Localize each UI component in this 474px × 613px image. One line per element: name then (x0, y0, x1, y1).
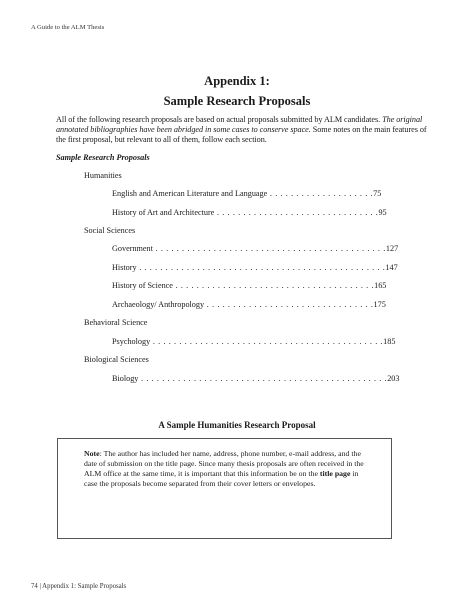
category-biological-sciences: Biological Sciences (84, 355, 149, 364)
category-behavioral-science: Behavioral Science (84, 318, 148, 327)
toc-label: Psychology (112, 337, 151, 346)
toc-leader: . . . . . . . . . . . . . . . . . . . . . . . . . . . . . . . . . . . . . . (172, 281, 375, 290)
intro-text-italic: The original annotated bibliographies have been abridged in some cases to conserve space. (56, 115, 423, 135)
toc-page: 95 (378, 208, 387, 217)
page-footer: 74 | Appendix 1: Sample Proposals (31, 583, 127, 590)
contents-heading: Sample Research Proposals (56, 153, 150, 162)
toc-entry-government (112, 244, 398, 253)
appendix-title: Appendix 1: (204, 74, 270, 88)
note-label: Note (84, 449, 100, 458)
toc-page: 75 (373, 189, 382, 198)
intro-text-3: Some notes on the main features of the first proposal, but relevant to all of them, follow each section. (56, 125, 427, 145)
toc-page: 165 (374, 281, 387, 290)
toc-entry-archaeology (112, 300, 386, 309)
toc-page: 203 (387, 374, 400, 383)
section-title: A Sample Humanities Research Proposal (158, 420, 316, 430)
toc-page: 127 (385, 244, 399, 253)
toc-entry-biology (112, 374, 399, 383)
toc-label: History of Science (112, 281, 173, 290)
toc-page: 175 (373, 300, 386, 309)
toc-label: Archaeology/ Anthropology (112, 300, 205, 309)
note-box (57, 438, 392, 539)
toc-label: English and American Literature and Language (112, 189, 268, 198)
toc-leader: . . . . . . . . . . . . . . . . . . . . . . . . . . . . . . . (214, 208, 379, 217)
toc-label: History of Art and Architecture (112, 208, 215, 217)
note-bold-text: title page (319, 469, 351, 479)
appendix-subtitle: Sample Research Proposals (163, 94, 311, 108)
note-text-2: in case the proposals become separated from their cover letters or envelopes. (84, 469, 359, 489)
intro-paragraph (56, 115, 430, 146)
note-text-1: : The author has included her name, address, phone number, e-mail address, and the date of submission on the title page. Since many thesis proposals are often received in the ALM office at the same time, it is important that this information be on the (84, 449, 364, 479)
category-humanities: Humanities (84, 171, 122, 180)
toc-leader: . . . . . . . . . . . . . . . . . . . . (267, 189, 374, 198)
running-header: A Guide to the ALM Thesis (31, 24, 105, 31)
toc-leader: . . . . . . . . . . . . . . . . . . . . . . . . . . . . . . . . (204, 300, 374, 309)
toc-entry-history-of-science (112, 281, 386, 290)
toc-entry-history (112, 263, 398, 272)
toc-label: Biology (112, 374, 139, 383)
intro-text-1: All of the following research proposals are based on actual proposals submitted by ALM candidates. (56, 115, 381, 124)
toc-entry-english (112, 189, 381, 198)
toc-leader: . . . . . . . . . . . . . . . . . . . . . . . . . . . . . . . . . . . . . . . . . . . . . . . (136, 263, 386, 272)
toc-leader: . . . . . . . . . . . . . . . . . . . . . . . . . . . . . . . . . . . . . . . . . . . . . . . (138, 374, 388, 383)
toc-leader: . . . . . . . . . . . . . . . . . . . . . . . . . . . . . . . . . . . . . . . . . . . . (152, 244, 386, 253)
toc-entry-psychology (112, 337, 395, 346)
category-social-sciences: Social Sciences (84, 226, 136, 235)
toc-label: Government (112, 244, 153, 253)
toc-leader: . . . . . . . . . . . . . . . . . . . . . . . . . . . . . . . . . . . . . . . . . . . . (150, 337, 384, 346)
toc-label: History (112, 263, 137, 272)
toc-entry-art (112, 208, 387, 217)
toc-page: 147 (385, 263, 398, 272)
toc-page: 185 (383, 337, 396, 346)
